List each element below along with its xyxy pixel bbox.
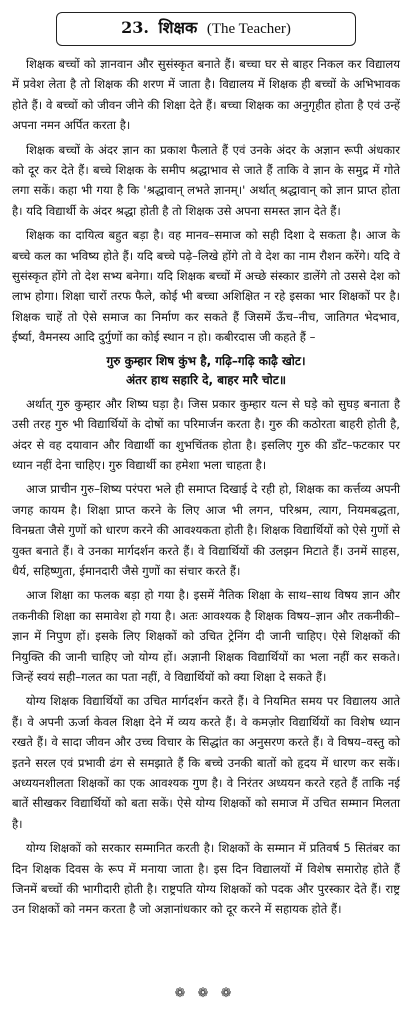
paragraph-4: अर्थात् गुरु कुम्हार और शिष्य घड़ा है। जिस प्रकार कुम्हार यत्न से घड़े को सुघड़ बनाता है उसी तरह गुरु भी विद्यार्थियों के दोषों का परिमार्जन करता है। गुरु की कठोरता बाहरी होती है, अंदर से वह दयावान और विद्यार्थी का शुभचिंतक होता है। इसलिए गुरु की डाँट–फटकार पर ध्यान नहीं देना चाहिए। गुरु विद्यार्थी का हमेशा भला चाहता है। [12,396,400,472]
paragraph-8: योग्य शिक्षकों को सरकार सम्मानित करती है। शिक्षकों के सम्मान में प्रतिवर्ष 5 सितंबर का दिन शिक्षक दिवस के रूप में मनाया जाता है। इस दिन विद्यालयों में विशेष समारोह होते हैं जिनमें बच्चों की भागीदारी होती है। राष्ट्रपति योग्य शिक्षकों को पदक और पुरस्कार देते हैं। राष्ट्र उन शिक्षकों को नमन करता है जो अज्ञानांधकार को दूर करने में सहायक होते हैं। [12,841,400,917]
paragraph-6: आज शिक्षा का फलक बड़ा हो गया है। इसमें नैतिक शिक्षा के साथ–साथ विषय ज्ञान और तकनीकी शिक्षा का समावेश हो गया है। अतः आवश्यक है शिक्षक विषय–ज्ञान और तकनीकी–ज्ञान में निपुण हों। इसके लिए शिक्षकों को उचित ट्रेनिंग दी जानी चाहिए। ऐसे शिक्षकों की नियुक्ति की जानी चाहिए जो योग्य हों। अज्ञानी शिक्षक विद्यार्थियों का भला नहीं कर सकते। जिन्हें स्वयं सही–गलत का पता नहीं, वे विद्यार्थियों को क्या शिक्षा दे सकते हैं। [12,588,400,684]
kabir-couplet [12,352,400,390]
couplet-line-2: अंतर हाथ सहारि दे, बाहर मारै चोट॥ [125,372,287,387]
paragraph-2: शिक्षक बच्चों के अंदर ज्ञान का प्रकाश फैलाते हैं एवं उनके अंदर के अज्ञान रूपी अंधकार को दूर कर देते हैं। बच्चे शिक्षक के समीप श्रद्धाभाव से जाते हैं ताकि वे ज्ञान के समुद्र में गोते लगा सकें। कहा भी गया है कि 'श्रद्धावान् लभते ज्ञानम्।' अर्थात् श्रद्धावान् को ज्ञान प्राप्त होता है। यदि विद्यार्थी के अंदर श्रद्धा होती है तो शिक्षक उसे अपना समस्त ज्ञान देते हैं। [12,142,400,218]
chapter-title-english: (The Teacher) [206,21,291,37]
chapter-title [56,12,356,46]
chapter-number: 23. [121,18,149,37]
paragraph-1: शिक्षक बच्चों को ज्ञानवान और सुसंस्कृत बनाते हैं। बच्चा घर से बाहर निकल कर विद्यालय में प्रवेश लेता है तो शिक्षक की शरण में जाता है। विद्यालय में शिक्षक ही बच्चों के अभिभावक होते हैं। वे बच्चों को जीवन जीने की शिक्षा देते हैं। बच्चा शिक्षक का अनुगृहीत होता है एवं उन्हें अपना नमन अर्पित करता है। [12,57,400,133]
end-ornament: ❁ ❁ ❁ [174,985,236,1001]
couplet-line-1: गुरु कुम्हार शिष कुंभ है, गढ़ि–गढ़ि काढ़ै खोट। [106,353,306,368]
paragraph-7: योग्य शिक्षक विद्यार्थियों का उचित मार्गदर्शन करते हैं। वे नियमित समय पर विद्यालय आते हैं। वे अपनी ऊर्जा केवल शिक्षा देने में व्यय करते हैं। वे कमज़ोर विद्यार्थियों का विशेष ध्यान रखते हैं। वे सादा जीवन और उच्च विचार के सिद्धांत का अनुसरण करते हैं। वे विषय–वस्तु को इतने सरल एवं प्रभावी ढंग से समझाते हैं कि बच्चे उनकी बातों को हृदय में धारण कर सकें। अध्ययनशीलता शिक्षकों का एक आवश्यक गुण है। वे निरंतर अध्ययन करते रहते हैं ताकि नई बातें सीखकर विद्यार्थियों को बता सकें। ऐसे योग्य शिक्षकों को समाज में उचित सम्मान मिलता है। [12,694,400,831]
paragraph-5: आज प्राचीन गुरु–शिष्य परंपरा भले ही समाप्त दिखाई दे रही हो, शिक्षक का कर्त्तव्य अपनी जगह कायम है। शिक्षा प्राप्त करने के लिए आज भी लगन, परिश्रम, त्याग, नियमबद्धता, विनम्रता जैसे गुणों को धारण करने की आवश्यकता होती है। शिक्षक विद्यार्थियों को ऐसे गुणों से युक्त बनाते हैं। वे उनका मार्गदर्शन करते हैं। वे विद्यार्थियों की उलझन मिटाते हैं। उनमें साहस, धैर्य, सहिष्णुता, ईमानदारी जैसे गुणों का संचार करते हैं। [12,482,400,578]
paragraph-3: शिक्षक का दायित्व बहुत बड़ा है। वह मानव–समाज को सही दिशा दे सकता है। आज के बच्चे कल का भविष्य होते हैं। यदि बच्चे पढ़े–लिखे होंगे तो वे देश का नाम रौशन करेंगे। यदि वे सुसंस्कृत होंगे तो देश सभ्य बनेगा। यदि शिक्षक बच्चों में अच्छे संस्कार डालेंगे तो उससे देश को लाभ होगा। शिक्षा चारों तरफ फैले, कोई भी बच्चा अशिक्षित न रहे इसका भार शिक्षकों पर है। शिक्षक चाहें तो ऐसे समाज का निर्माण कर सकते हैं जिसमें ऊँच–नीच, जातिगत भेदभाव, ईर्ष्या, वैमनस्य आदि दुर्गुणों का कोई स्थान न हो। कबीरदास जी कहते हैं – [12,228,400,345]
chapter-title-hindi: शिक्षक [158,18,198,37]
